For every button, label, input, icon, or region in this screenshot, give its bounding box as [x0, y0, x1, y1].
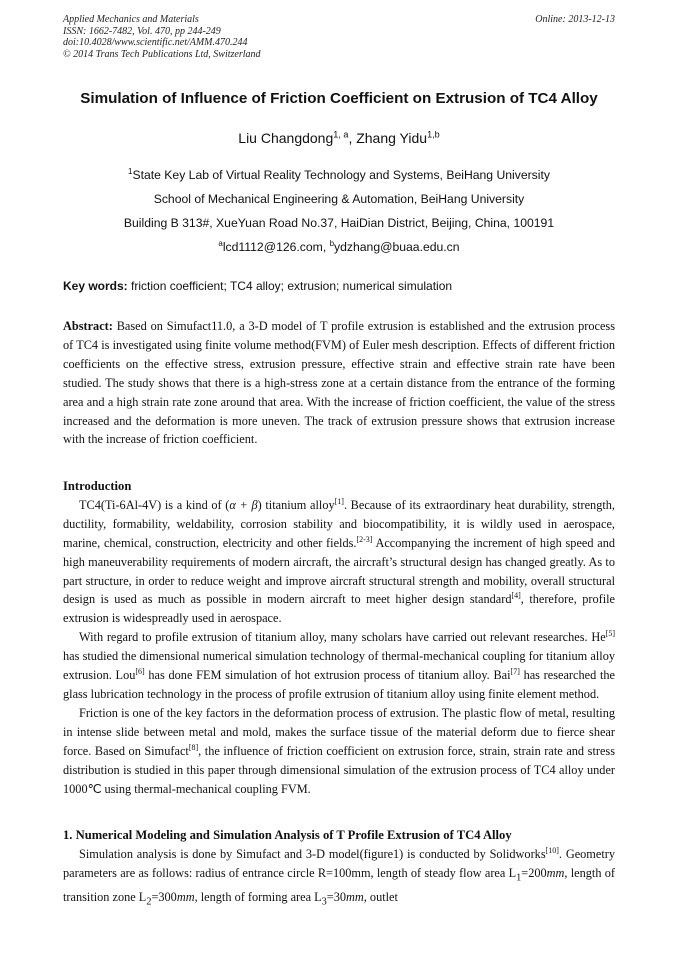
citation-5: [5] — [605, 629, 615, 639]
intro-paragraph-3: Friction is one of the key factors in the deformation process of extrusion. The plastic flow of metal, resulting in intense slide between metal and mold, makes the surface tissue of the material deform due to fierce shear force. Based on Simufact[8], the influence of friction coefficient on extrusion force, strain, strain rate and stress distribution is studied in this paper through dimensional simulation of the extrusion process of TC4 alloy under 1000℃ using thermal-mechanical coupling FVM. — [63, 705, 615, 796]
alpha-beta-math: α + β — [229, 497, 258, 512]
abstract — [63, 317, 615, 449]
keywords-text: friction coefficient; TC4 alloy; extrusion; numerical simulation — [127, 279, 453, 293]
introduction-section — [63, 477, 615, 798]
author-2-affiliation-mark: 1,b — [427, 129, 440, 140]
citation-1: [1] — [334, 496, 344, 506]
introduction-heading: Introduction — [63, 479, 132, 493]
author-2-name: Zhang Yidu — [356, 130, 428, 146]
journal-name: Applied Mechanics and Materials — [63, 14, 199, 25]
author-1-name: Liu Changdong — [238, 130, 334, 146]
citation-7: [7] — [510, 666, 520, 676]
abstract-label: Abstract: — [63, 319, 113, 333]
author-line — [0, 130, 678, 146]
email-a-mark: a — [218, 238, 223, 248]
journal-issn: ISSN: 1662-7482, Vol. 470, pp 244-249 — [63, 25, 221, 37]
intro-paragraph-2: With regard to profile extrusion of titanium alloy, many scholars have carried out relevant researches. He[5] has studied the dimensional numerical simulation technology of thermal-mechanical coupling for titanium alloy extrusion. Lou[6] has done FEM simulation of hot extrusion process of titanium alloy. Bai[7] has researched the glass lubrication technology in the process of profile extrusion of titanium alloy using finite element method. — [63, 629, 615, 701]
affiliation-mark: 1 — [128, 166, 133, 176]
section-1-heading: 1. Numerical Modeling and Simulation Analysis of T Profile Extrusion of TC4 Alloy — [63, 828, 512, 842]
journal-header — [63, 14, 615, 60]
email-a: lcd1112@126.com — [222, 240, 323, 254]
abstract-text: Based on Simufact11.0, a 3-D model of T profile extrusion is established and the extrusion process of TC4 is investigated using finite volume method(FVM) of Euler mesh description. Effects of different friction coefficients on the effective stress, extrusion pressure, effective strain and effective strain rate have been studied. The study shows that there is a high-stress zone at a certain distance from the entrance of the forming area and a high strain rate zone around that area. With the increase of friction coefficient, the value of the stress increased and the deformation is more uneven. The track of extrusion pressure shows that extrusion increase with the increase of friction coefficient. — [63, 319, 615, 447]
keywords-label: Key words: — [63, 279, 128, 293]
email-b: ydzhang@buaa.edu.cn — [334, 240, 460, 254]
affiliation-line-2: School of Mechanical Engineering & Automation, BeiHang University — [153, 192, 525, 206]
affiliation-line-1 — [0, 168, 678, 182]
intro-paragraph-1: TC4(Ti-6Al-4V) is a kind of (α + β) titanium alloy[1]. Because of its extraordinary heat durability, strength, ductility, formability, weldability, corrosion stability and biocompatibility, it is wildly used in aerospace, marine, chemical, construction, electricity and other fields.[2-3] Accompanying the increment of high speed and high maneuverability requirements of modern aircraft, the aircraft’s structural design has changed greatly. As to part structure, in order to reduce weight and improve aircraft structural strength and mobility, overall structural design is used as much as possible in modern aircraft to meet higher design standard[4], therefore, profile extrusion is widespreadly used in aerospace. — [63, 496, 615, 626]
author-separator: , — [348, 130, 357, 146]
author-emails — [0, 240, 678, 254]
citation-6: [6] — [135, 666, 145, 676]
citation-4: [4] — [511, 591, 521, 601]
journal-doi: doi:10.4028/www.scientific.net/AMM.470.244 — [63, 37, 248, 49]
section-1 — [63, 826, 615, 913]
author-1-affiliation-mark: 1, a — [333, 129, 349, 140]
paper-title: Simulation of Influence of Friction Coefficient on Extrusion of TC4 Alloy — [80, 90, 598, 107]
email-separator: , — [322, 240, 330, 254]
online-date: Online: 2013-12-13 — [535, 14, 615, 25]
email-b-mark: b — [329, 238, 335, 248]
keywords — [63, 279, 615, 293]
section-1-paragraph: Simulation analysis is done by Simufact and 3-D model(figure1) is conducted by Solidworks[10]. Geometry parameters are as follows: radius of entrance circle R=100mm, length of steady flow area $L_1=200mm$, length of transition zone $L_2=300mm$, length of forming area $L_3=30mm$, outlet — [63, 845, 616, 908]
citation-2-3: [2-3] — [356, 534, 373, 544]
citation-10: [10] — [545, 845, 559, 855]
affiliation-lab: State Key Lab of Virtual Reality Technology and Systems, BeiHang University — [132, 168, 550, 182]
journal-copyright: © 2014 Trans Tech Publications Ltd, Switzerland — [63, 48, 261, 60]
affiliation-address: Building B 313#, XueYuan Road No.37, HaiDian District, Beijing, China, 100191 — [123, 216, 555, 230]
citation-8: [8] — [188, 742, 199, 752]
